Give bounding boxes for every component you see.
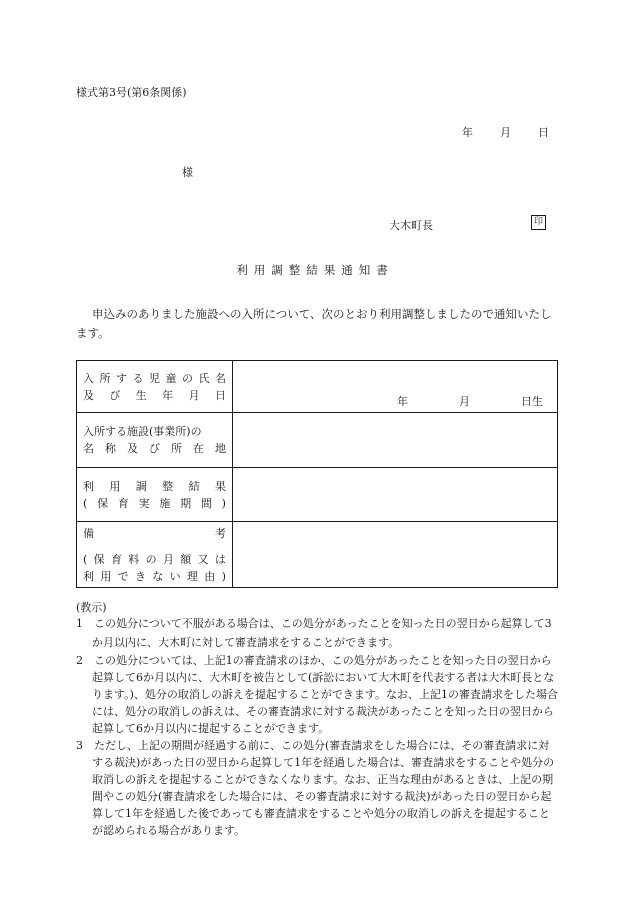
- intro-paragraph: 申込みのありました施設への入所について、次のとおり利用調整しましたので通知いたします。: [76, 307, 552, 340]
- birth-year-label: 年: [397, 395, 408, 408]
- remarks-label-line2: ( 保 育 料 の 月 額 又 は: [83, 552, 226, 566]
- facility-value[interactable]: [233, 413, 558, 468]
- facility-label-line2: 名 称 及 び 所 在 地: [83, 442, 226, 455]
- facility-row: [77, 413, 558, 468]
- notice-date: [462, 124, 549, 140]
- remarks-label: [77, 522, 233, 588]
- child-name-value[interactable]: [233, 361, 558, 413]
- notes-list: [76, 614, 560, 839]
- child-name-label-line1: 入 所 す る 児 童 の 氏 名: [83, 371, 226, 385]
- birth-day-label: 日生: [521, 395, 543, 408]
- result-label-line1: 利 用 調 整 結 果: [83, 479, 226, 493]
- birth-month-label: 月: [459, 395, 470, 408]
- result-row: [77, 468, 558, 522]
- note-item-2: 2 この処分については、上記1の審査請求のほか、この処分があったことを知った日の翌日から起算して6か月以内に、大木町を被告として(訴訟において大木町を代表する者は大木町長となります。)、処分の取消しの訴えを提起することができます。なお、上記1の審査請求をした場合には、処分の取消しの訴えは、その審査請求に対する裁決があったことを知った日の翌日から起算して6か月以内に提起することができます。: [76, 654, 559, 735]
- child-name-row: [77, 361, 558, 413]
- child-name-label-line2: 及 び 生 年 月 日: [83, 388, 226, 402]
- date-year-label: 年: [462, 126, 473, 139]
- result-label-line2: ( 保 育 実 施 期 間 ): [83, 496, 226, 510]
- remarks-label-line3: 利 用 で き な い 理 由 ): [83, 569, 226, 583]
- child-name-label: [77, 361, 233, 413]
- remarks-row: [77, 522, 558, 588]
- document-title: 利用調整結果通知書: [236, 263, 394, 277]
- remarks-value[interactable]: [233, 522, 558, 588]
- addressee-suffix: 様: [182, 166, 193, 179]
- birth-date: [397, 393, 543, 409]
- date-day-label: 日: [538, 126, 549, 139]
- note-item-3: 3 ただし、上記の期間が経過する前に、この処分(審査請求をした場合には、その審査請求に対する裁決)があった日の翌日から起算して1年を経過した場合は、審査請求をすることや処分の取消しの訴えを提起することができなくなります。なお、正当な理由があるときは、上記の期間やこの処分(審査請求をした場合には、その審査請求に対する裁決)があった日の翌日から起算して1年を経過した後であっても審査請求をすることや処分の取消しの訴えを提起することが認められる場合があります。: [76, 739, 555, 837]
- result-label: [77, 468, 233, 522]
- note-item-1: 1 この処分について不服がある場合は、この処分があったことを知った日の翌日から起算して3か月以内に、大木町に対して審査請求をすることができます。: [76, 617, 552, 649]
- date-month-label: 月: [500, 126, 511, 139]
- facility-label-line1: 入所する施設(事業所)の: [83, 425, 202, 438]
- form-number: 様式第3号(第6条関係): [76, 86, 187, 99]
- result-value[interactable]: [233, 468, 558, 522]
- issuer-name: 大木町長: [389, 219, 433, 232]
- notes-title: (教示): [76, 601, 107, 614]
- seal-mark: 印: [531, 215, 546, 230]
- remarks-label-line1: 備 考: [83, 526, 226, 540]
- facility-label: [77, 413, 233, 468]
- result-table: [76, 360, 558, 588]
